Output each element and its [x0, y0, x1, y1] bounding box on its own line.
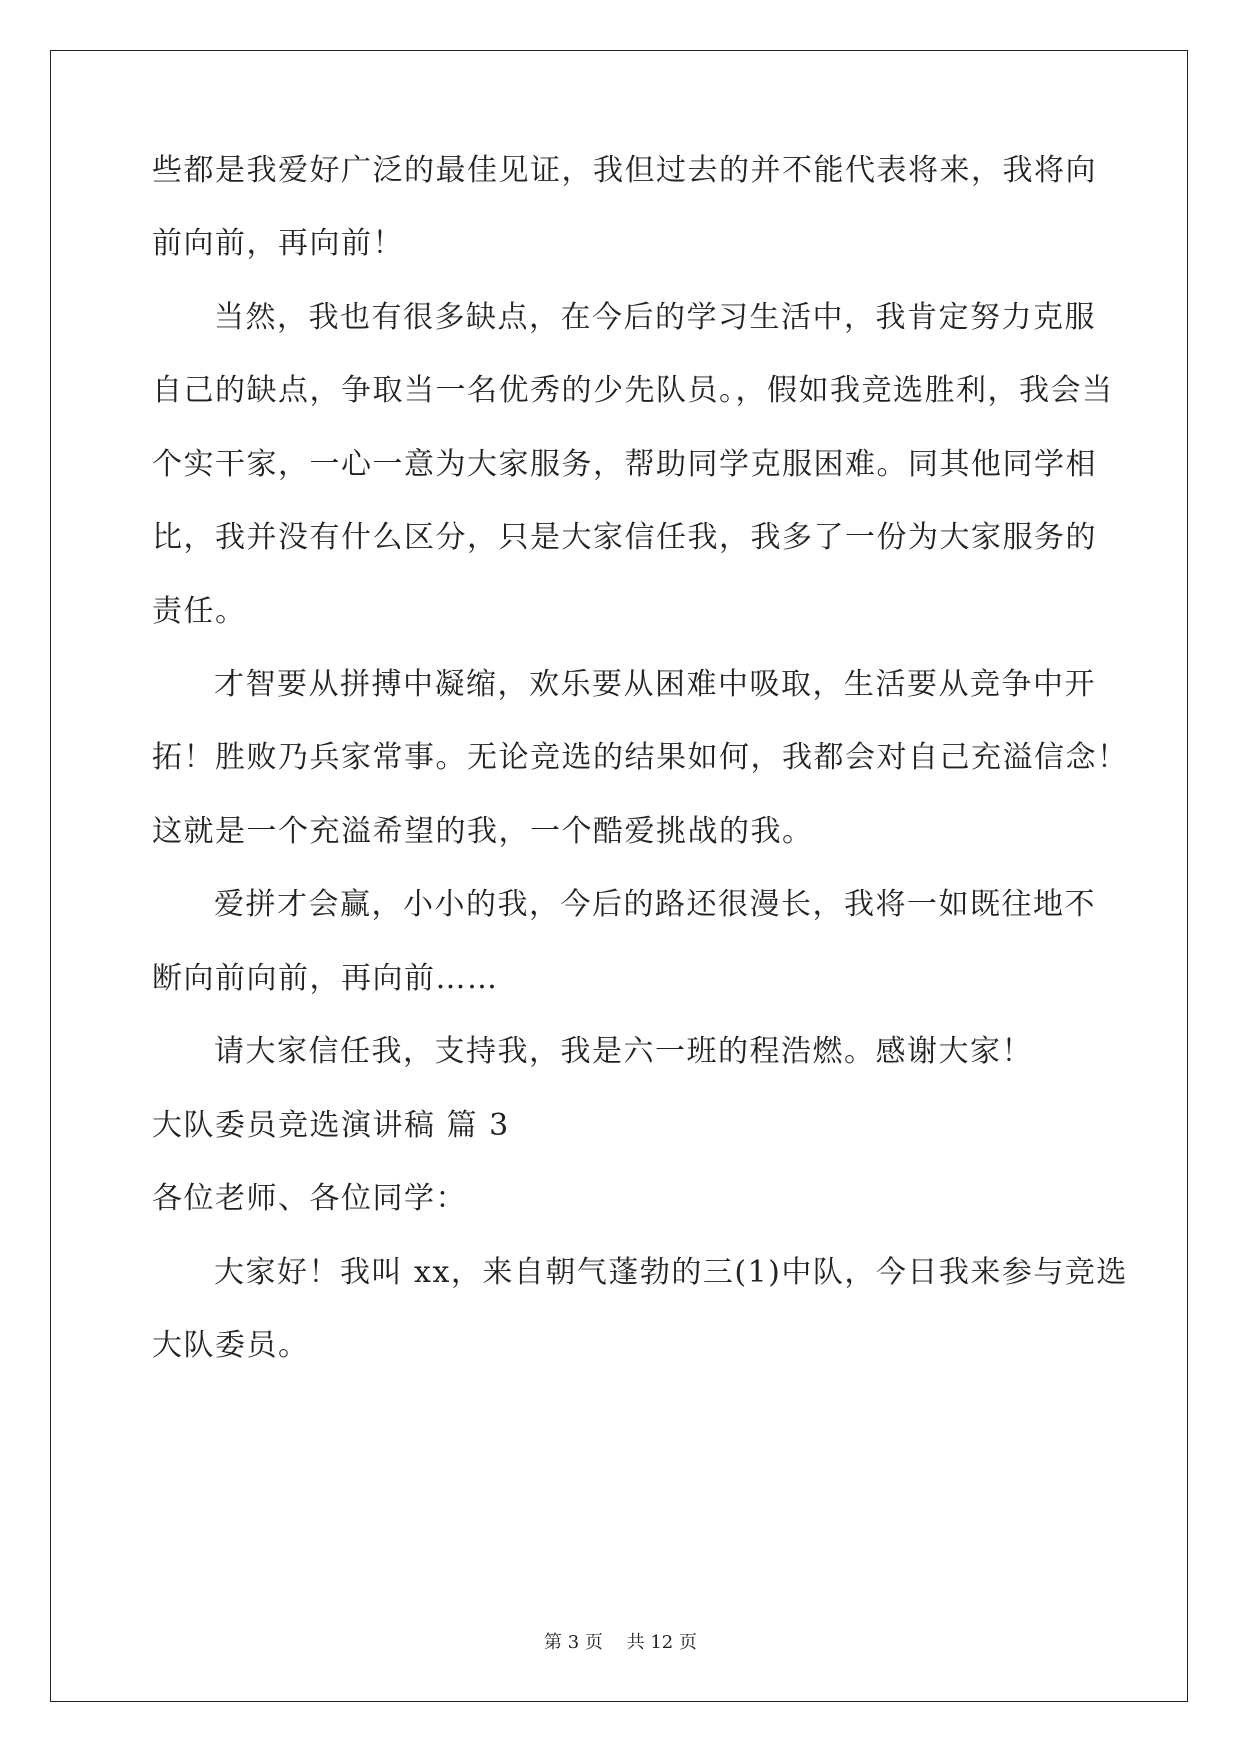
paragraph-start-line: 才智要从拼搏中凝缩，欢乐要从困难中吸取，生活要从竞争中开 — [214, 667, 1096, 702]
text-line: 自己的缺点，争取当一名优秀的少先队员。，假如我竞选胜利，我会当 — [152, 373, 1114, 408]
page-number: 第 3 页 共 12 页 — [544, 1632, 697, 1653]
text-line: 比，我并没有什么区分，只是大家信任我，我多了一份为大家服务的 — [152, 520, 1097, 555]
text-line: 责任。 — [152, 594, 247, 629]
paragraph-start-line: 大家好！我叫 xx，来自朝气蓬勃的三(1)中队，今日我来参与竞选 — [214, 1255, 1128, 1290]
text-line: 个实干家，一心一意为大家服务，帮助同学克服困难。同其他同学相 — [152, 447, 1097, 482]
text-line: 这就是一个充溢希望的我，一个酷爱挑战的我。 — [152, 814, 814, 849]
text-line: 大队委员。 — [152, 1328, 310, 1363]
text-line: 前向前，再向前！ — [152, 226, 404, 261]
salutation: 各位老师、各位同学： — [152, 1181, 467, 1216]
text-line: 拓！胜败乃兵家常事。无论竞选的结果如何，我都会对自己充溢信念！ — [152, 740, 1129, 775]
paragraph-start-line: 请大家信任我，支持我，我是六一班的程浩燃。感谢大家！ — [214, 1034, 1033, 1069]
section-heading: 大队委员竞选演讲稿 篇 3 — [152, 1108, 510, 1143]
paragraph-start-line: 当然，我也有很多缺点，在今后的学习生活中，我肯定努力克服 — [214, 300, 1096, 335]
paragraph-start-line: 爱拼才会赢，小小的我，今后的路还很漫长，我将一如既往地不 — [214, 887, 1096, 922]
text-line: 些都是我爱好广泛的最佳见证，我但过去的并不能代表将来，我将向 — [152, 153, 1097, 188]
text-line: 断向前向前，再向前…… — [152, 961, 499, 996]
